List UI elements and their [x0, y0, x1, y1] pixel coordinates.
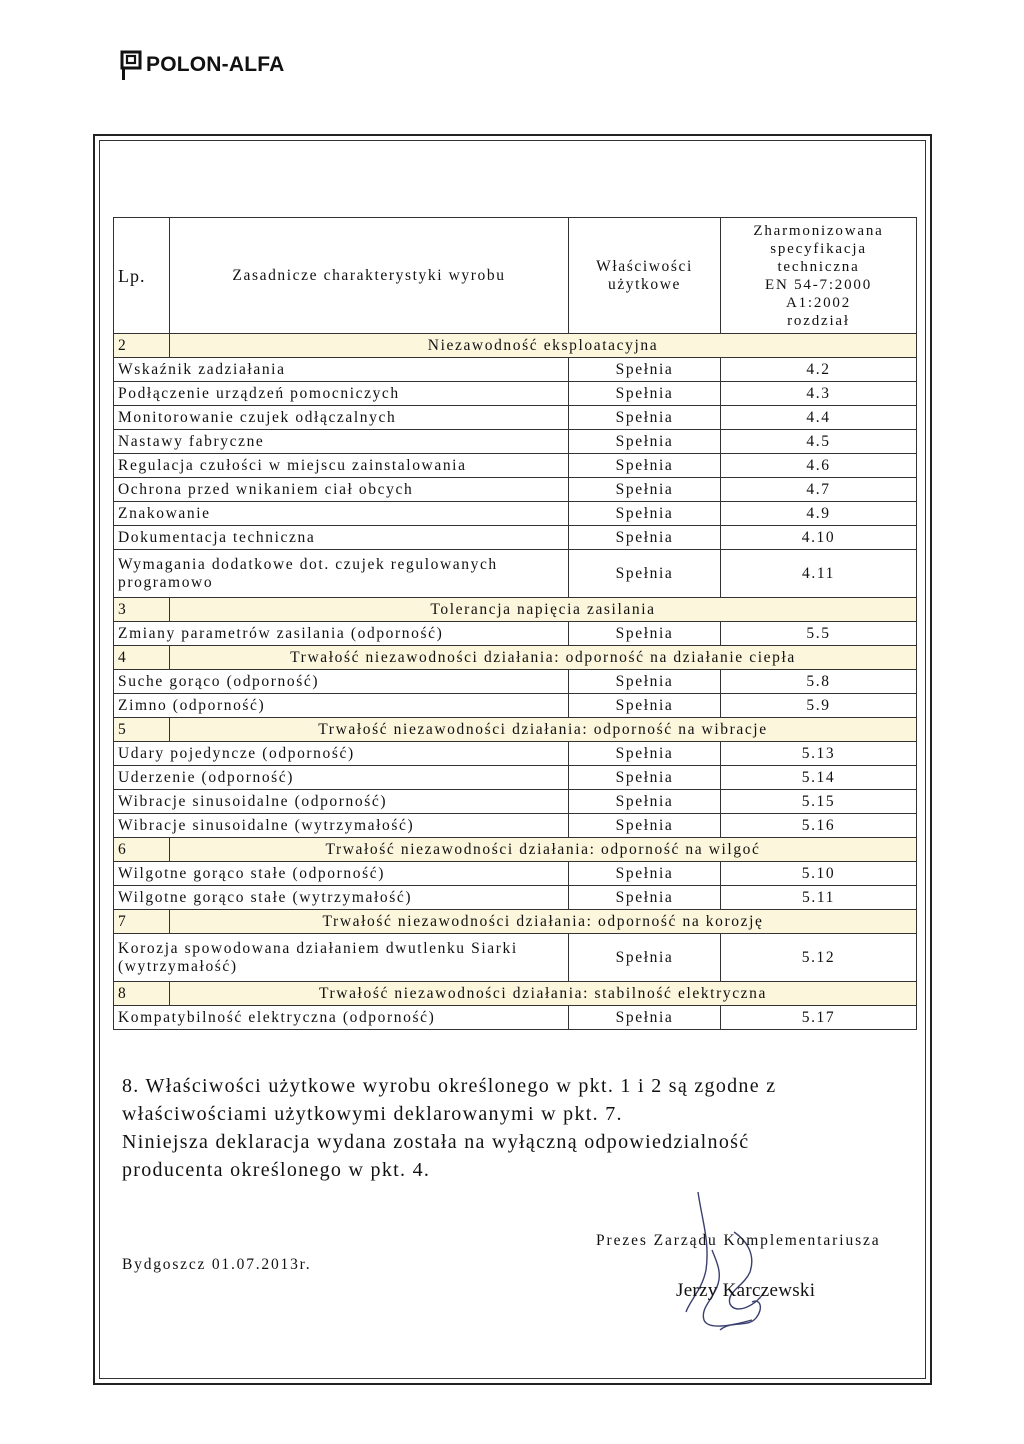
property-value: Spełnia — [569, 430, 721, 454]
characteristic-name: Korozja spowodowana działaniem dwutlenku Siarki (wytrzymałość) — [114, 934, 569, 982]
header-spec-line: EN 54-7:2000 — [764, 276, 872, 293]
table-row — [114, 358, 917, 382]
characteristic-name: Wilgotne gorąco stałe (wytrzymałość) — [114, 886, 569, 910]
section-title: Tolerancja napięcia zasilania — [170, 598, 917, 622]
spec-reference: 4.4 — [721, 406, 917, 430]
characteristic-name: Dokumentacja techniczna — [114, 526, 569, 550]
header-characteristic: Zasadnicze charakterystyki wyrobu — [170, 218, 569, 334]
property-value: Spełnia — [569, 550, 721, 598]
spec-reference: 4.9 — [721, 502, 917, 526]
header-spec-line: A1:2002 — [785, 294, 852, 311]
section-number: 5 — [114, 718, 170, 742]
logo-text: POLON-ALFA — [146, 53, 285, 76]
property-value: Spełnia — [569, 406, 721, 430]
property-value: Spełnia — [569, 454, 721, 478]
table-row — [114, 382, 917, 406]
characteristic-name: Wymagania dodatkowe dot. czujek regulowanych programowo — [114, 550, 569, 598]
section-title: Trwałość niezawodności działania: odporność na działanie ciepła — [170, 646, 917, 670]
characteristic-name: Monitorowanie czujek odłączalnych — [114, 406, 569, 430]
spec-reference: 5.17 — [721, 1006, 917, 1030]
header-spec-line: Zharmonizowana — [753, 222, 884, 239]
table-row — [114, 766, 917, 790]
characteristic-name: Nastawy fabryczne — [114, 430, 569, 454]
table-header-row — [114, 218, 917, 334]
property-value: Spełnia — [569, 1006, 721, 1030]
property-value: Spełnia — [569, 886, 721, 910]
property-value: Spełnia — [569, 814, 721, 838]
polon-alfa-mark-icon — [120, 48, 142, 82]
table-row — [114, 742, 917, 766]
characteristic-name: Udary pojedyncze (odporność) — [114, 742, 569, 766]
section-title: Trwałość niezawodności działania: odporność na wilgoć — [170, 838, 917, 862]
property-value: Spełnia — [569, 670, 721, 694]
table-row — [114, 790, 917, 814]
signatory-role: Prezes Zarządu Komplementariusza — [596, 1232, 881, 1249]
section-title: Trwałość niezawodności działania: odporność na korozję — [170, 910, 917, 934]
section-row — [114, 982, 917, 1006]
table-body — [114, 334, 917, 1030]
property-value: Spełnia — [569, 934, 721, 982]
property-value: Spełnia — [569, 526, 721, 550]
table-row — [114, 694, 917, 718]
spec-reference: 4.5 — [721, 430, 917, 454]
characteristic-name: Kompatybilność elektryczna (odporność) — [114, 1006, 569, 1030]
section-row — [114, 646, 917, 670]
property-value: Spełnia — [569, 358, 721, 382]
declaration-line: 8. Właściwości użytkowe wyrobu określonego w pkt. 1 i 2 są zgodne z — [122, 1075, 777, 1097]
table-row — [114, 454, 917, 478]
section-row — [114, 598, 917, 622]
section-number: 2 — [114, 334, 170, 358]
header-spec-line: specyfikacja — [770, 240, 867, 257]
table-row — [114, 526, 917, 550]
characteristic-name: Suche gorąco (odporność) — [114, 670, 569, 694]
place-date: Bydgoszcz 01.07.2013r. — [122, 1256, 312, 1273]
header-properties-line: Właściwości — [596, 257, 693, 275]
header-properties-line: użytkowe — [607, 275, 682, 293]
characteristic-name: Zimno (odporność) — [114, 694, 569, 718]
spec-reference: 5.11 — [721, 886, 917, 910]
table-row — [114, 862, 917, 886]
table-row — [114, 886, 917, 910]
property-value: Spełnia — [569, 478, 721, 502]
section-number: 7 — [114, 910, 170, 934]
spec-reference: 5.9 — [721, 694, 917, 718]
section-row — [114, 334, 917, 358]
property-value: Spełnia — [569, 742, 721, 766]
spec-reference: 4.6 — [721, 454, 917, 478]
table-row — [114, 430, 917, 454]
section-title: Niezawodność eksploatacyjna — [170, 334, 917, 358]
table-row — [114, 622, 917, 646]
section-title: Trwałość niezawodności działania: odporność na wibracje — [170, 718, 917, 742]
table-row — [114, 478, 917, 502]
property-value: Spełnia — [569, 382, 721, 406]
spec-reference: 4.2 — [721, 358, 917, 382]
declaration-text — [122, 1072, 862, 1184]
spec-reference: 5.12 — [721, 934, 917, 982]
section-row — [114, 838, 917, 862]
characteristic-name: Uderzenie (odporność) — [114, 766, 569, 790]
spec-reference: 5.13 — [721, 742, 917, 766]
section-number: 4 — [114, 646, 170, 670]
characteristic-name: Znakowanie — [114, 502, 569, 526]
company-logo — [120, 48, 285, 82]
characteristic-name: Regulacja czułości w miejscu zainstalowania — [114, 454, 569, 478]
spec-reference: 4.7 — [721, 478, 917, 502]
section-title: Trwałość niezawodności działania: stabilność elektryczna — [170, 982, 917, 1006]
signatory-name: Jerzy Karczewski — [676, 1280, 816, 1301]
spec-reference: 5.8 — [721, 670, 917, 694]
characteristic-name: Podłączenie urządzeń pomocniczych — [114, 382, 569, 406]
characteristic-name: Wibracje sinusoidalne (wytrzymałość) — [114, 814, 569, 838]
table-row — [114, 406, 917, 430]
characteristic-name: Wskaźnik zadziałania — [114, 358, 569, 382]
spec-reference: 5.14 — [721, 766, 917, 790]
spec-reference: 4.10 — [721, 526, 917, 550]
characteristic-name: Zmiany parametrów zasilania (odporność) — [114, 622, 569, 646]
declaration-line: Niniejsza deklaracja wydana została na wyłączną odpowiedzialność — [122, 1131, 750, 1153]
table-row — [114, 1006, 917, 1030]
spec-reference: 4.3 — [721, 382, 917, 406]
header-properties — [569, 218, 721, 334]
property-value: Spełnia — [569, 502, 721, 526]
header-spec — [721, 218, 917, 334]
property-value: Spełnia — [569, 790, 721, 814]
table-row — [114, 502, 917, 526]
characteristic-name: Ochrona przed wnikaniem ciał obcych — [114, 478, 569, 502]
property-value: Spełnia — [569, 766, 721, 790]
header-spec-line: rozdział — [787, 312, 850, 329]
spec-reference: 5.15 — [721, 790, 917, 814]
declaration-line: właściwościami użytkowymi deklarowanymi w pkt. 7. — [122, 1103, 623, 1125]
handwritten-signature — [660, 1180, 780, 1360]
section-number: 6 — [114, 838, 170, 862]
section-number: 8 — [114, 982, 170, 1006]
header-spec-line: techniczna — [777, 258, 860, 275]
characteristic-name: Wilgotne gorąco stałe (odporność) — [114, 862, 569, 886]
table-row — [114, 814, 917, 838]
spec-reference: 5.16 — [721, 814, 917, 838]
spec-reference: 4.11 — [721, 550, 917, 598]
table-row — [114, 670, 917, 694]
header-lp: Lp. — [114, 218, 170, 334]
spec-reference: 5.10 — [721, 862, 917, 886]
section-number: 3 — [114, 598, 170, 622]
table-row — [114, 550, 917, 598]
characteristic-name: Wibracje sinusoidalne (odporność) — [114, 790, 569, 814]
section-row — [114, 718, 917, 742]
property-value: Spełnia — [569, 622, 721, 646]
declaration-line: producenta określonego w pkt. 4. — [122, 1159, 431, 1181]
section-row — [114, 910, 917, 934]
property-value: Spełnia — [569, 694, 721, 718]
spec-reference: 5.5 — [721, 622, 917, 646]
characteristics-table — [113, 217, 917, 1030]
table-row — [114, 934, 917, 982]
property-value: Spełnia — [569, 862, 721, 886]
